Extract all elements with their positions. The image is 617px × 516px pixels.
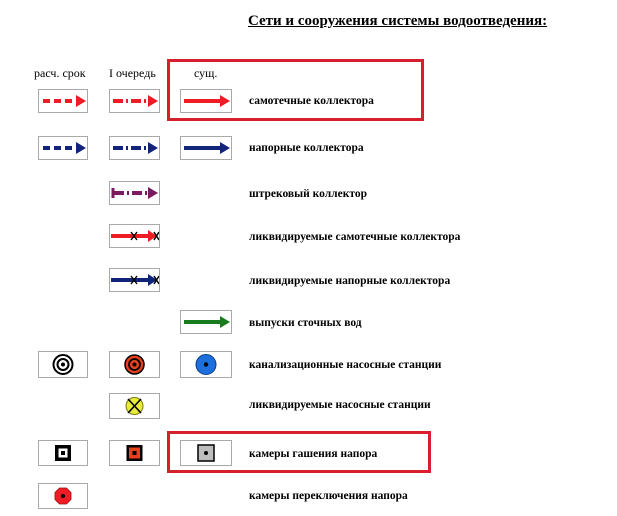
pump-stations-label: канализационные насосные станции — [249, 359, 442, 371]
damping-chambers-label: камеры гашения напора — [249, 448, 378, 460]
pressure-collectors-label: напорные коллектора — [249, 142, 364, 154]
gravity-collector-first-stage-symbol — [109, 89, 160, 113]
pressure-collector-existing-symbol — [180, 136, 232, 160]
pressure-collector-projected-symbol — [38, 136, 88, 160]
gravity-collector-projected-symbol — [38, 89, 88, 113]
column-header-existing: сущ. — [194, 66, 218, 80]
legend-title: Сети и сооружения системы водоотведения: — [248, 13, 548, 29]
highlight-frame-damping-existing — [167, 431, 431, 473]
sewage-outlet-existing-symbol — [180, 310, 232, 334]
column-header-first-stage: I очередь — [109, 66, 156, 80]
highlight-frame-gravity-existing — [167, 59, 424, 121]
liquidated-gravity-collectors-label: ликвидируемые самотечные коллектора — [249, 231, 461, 243]
pressure-collector-liquidated-symbol — [109, 268, 160, 292]
pump-station-existing-symbol — [180, 351, 232, 378]
tunnel-collector-label: штрековый коллектор — [249, 188, 367, 200]
damping-chamber-projected-symbol — [38, 440, 88, 466]
tunnel-collector-first-stage-symbol — [109, 181, 160, 205]
pump-station-liquidated-symbol — [109, 393, 160, 419]
liquidated-pump-stations-label: ликвидируемые насосные станции — [249, 399, 431, 411]
sewage-outlets-label: выпуски сточных вод — [249, 317, 362, 329]
pressure-collector-first-stage-symbol — [109, 136, 160, 160]
gravity-collectors-label: самотечные коллектора — [249, 95, 374, 107]
liquidated-pressure-collectors-label: ликвидируемые напорные коллектора — [249, 275, 451, 287]
switching-chamber-projected-symbol — [38, 483, 88, 509]
damping-chamber-first-stage-symbol — [109, 440, 160, 466]
switching-chambers-label: камеры переключения напора — [249, 490, 408, 502]
gravity-collector-liquidated-symbol — [109, 224, 160, 248]
pump-station-projected-symbol — [38, 351, 88, 378]
column-header-projected: расч. срок — [34, 66, 86, 80]
pump-station-first-stage-symbol — [109, 351, 160, 378]
